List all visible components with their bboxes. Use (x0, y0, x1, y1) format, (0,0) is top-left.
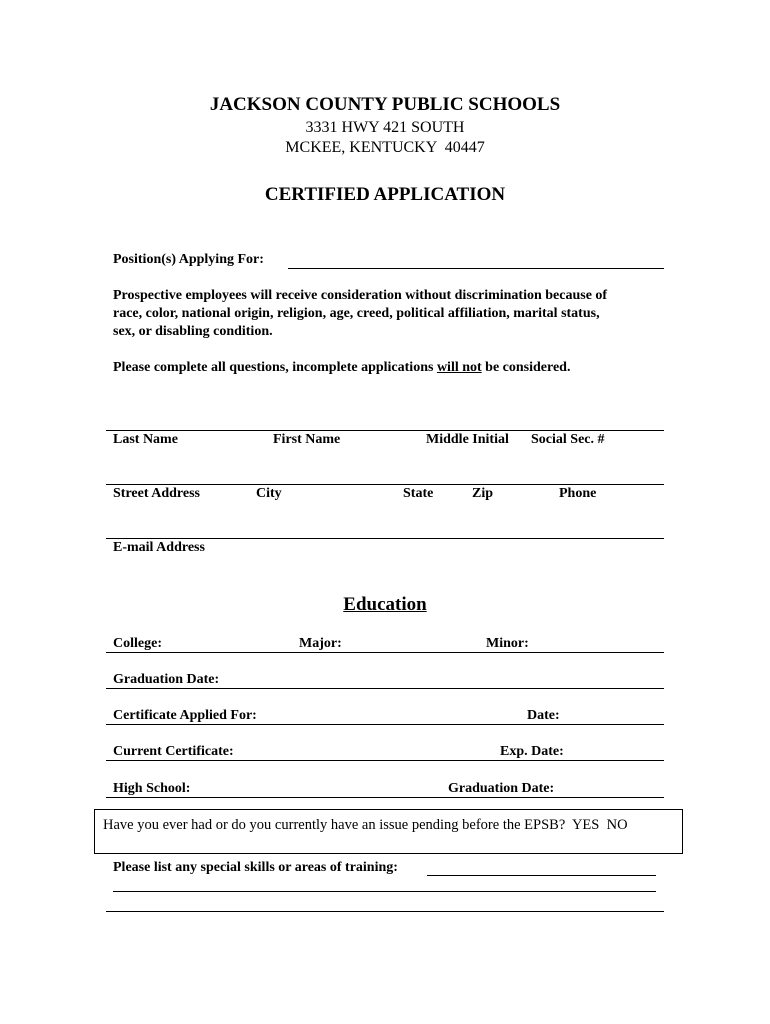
street-address-label: Street Address (113, 486, 200, 501)
zip-label: Zip (472, 486, 494, 501)
form-title: CERTIFIED APPLICATION (264, 184, 506, 205)
name-row-line[interactable] (106, 430, 664, 431)
city-label: City (256, 486, 282, 501)
state-label: State (403, 486, 434, 501)
skills-input-line-2[interactable] (113, 891, 656, 892)
notice-line-1: Prospective employees will receive consideration without discrimination because of (113, 288, 608, 303)
high-school-label: High School: (113, 781, 191, 796)
position-input-line[interactable] (288, 268, 664, 269)
epsb-question: Have you ever had or do you currently have an issue pending before the EPSB? YES NO (103, 817, 628, 833)
college-input-line[interactable] (106, 652, 664, 653)
notice-line-2: race, color, national origin, religion, age, creed, political affiliation, marital status, (113, 306, 600, 321)
certificate-date-label: Date: (527, 708, 560, 723)
phone-label: Phone (559, 486, 597, 501)
graduation-date-input-line[interactable] (106, 688, 664, 689)
address-line-2: MCKEE, KENTUCKY 40447 (285, 139, 485, 156)
education-heading: Education (343, 594, 427, 615)
skills-input-line-3[interactable] (106, 911, 664, 912)
high-school-input-line[interactable] (106, 797, 664, 798)
complete-notice-emphasis: will not (436, 360, 482, 375)
position-label: Position(s) Applying For: (113, 252, 264, 267)
skills-label: Please list any special skills or areas of training: (113, 860, 398, 875)
email-label: E-mail Address (113, 540, 205, 555)
org-name: JACKSON COUNTY PUBLIC SCHOOLS (209, 94, 561, 115)
hs-graduation-date-label: Graduation Date: (448, 781, 555, 796)
complete-notice (113, 360, 570, 376)
college-label: College: (113, 636, 162, 651)
address-row-line[interactable] (106, 484, 664, 485)
exp-date-label: Exp. Date: (500, 744, 564, 759)
certificate-applied-label: Certificate Applied For: (113, 708, 257, 723)
certificate-applied-input-line[interactable] (106, 724, 664, 725)
complete-notice-end: be considered. (481, 360, 571, 375)
notice-line-3: sex, or disabling condition. (113, 324, 273, 339)
complete-notice-start: Please complete all questions, incomplete applications (113, 360, 437, 375)
current-certificate-label: Current Certificate: (113, 744, 234, 759)
graduation-date-label: Graduation Date: (113, 672, 220, 687)
middle-initial-label: Middle Initial (426, 432, 509, 447)
address-line-1: 3331 HWY 421 SOUTH (305, 119, 465, 136)
skills-input-line-1[interactable] (427, 875, 656, 876)
email-row-line[interactable] (106, 538, 664, 539)
last-name-label: Last Name (113, 432, 178, 447)
minor-label: Minor: (486, 636, 529, 651)
first-name-label: First Name (273, 432, 341, 447)
current-certificate-input-line[interactable] (106, 760, 664, 761)
social-sec-label: Social Sec. # (531, 432, 605, 447)
major-label: Major: (299, 636, 342, 651)
